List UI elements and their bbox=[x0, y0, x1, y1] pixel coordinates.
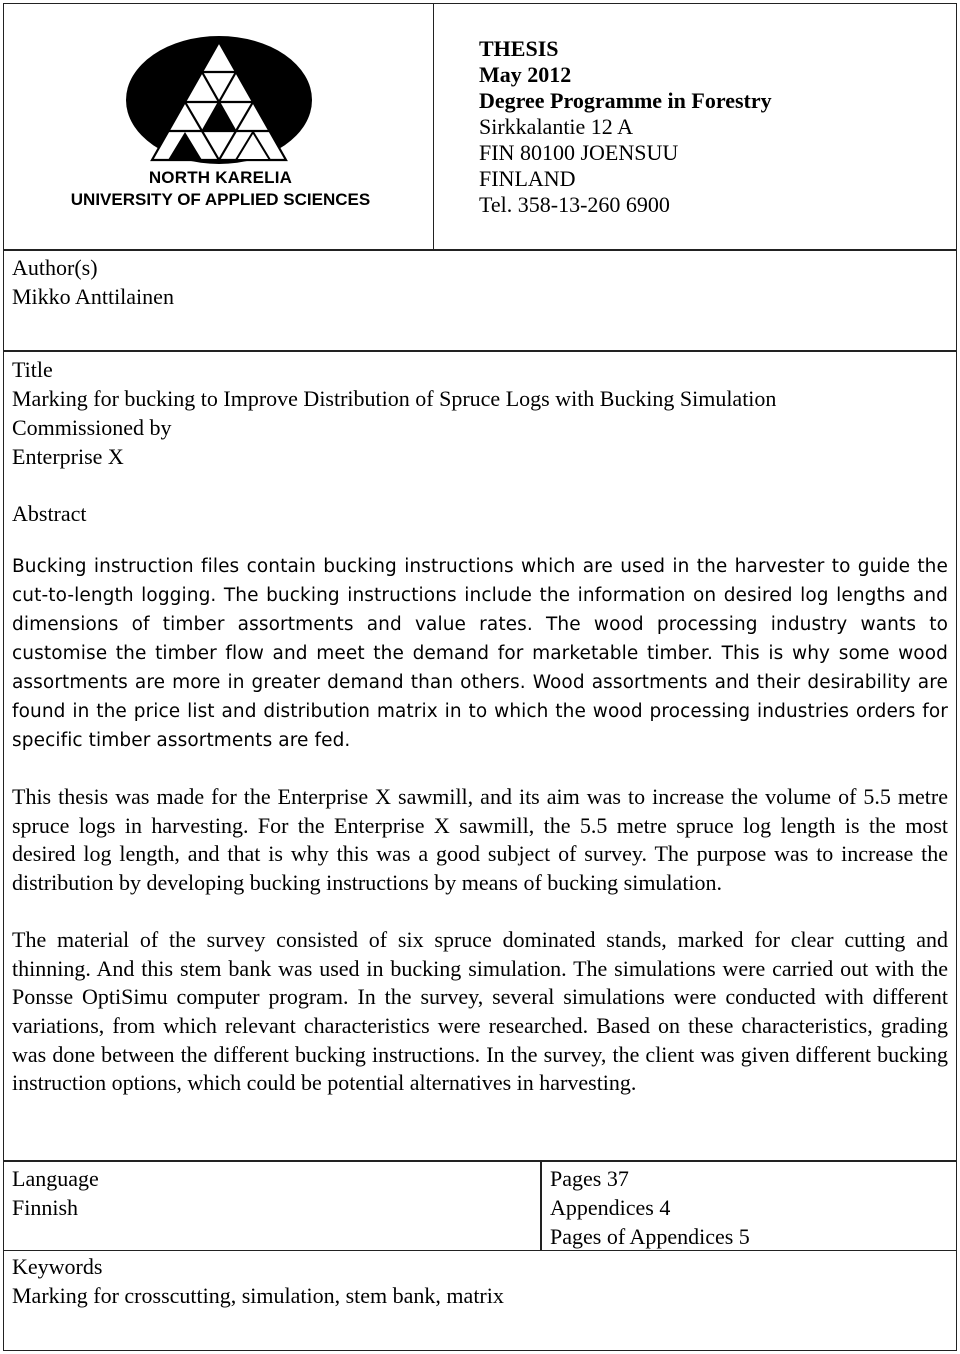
appendix-count: Appendices 4 bbox=[550, 1195, 671, 1220]
phone: Tel. 358-13-260 6900 bbox=[479, 192, 670, 217]
author-label: Author(s) bbox=[12, 255, 98, 280]
logo-text-line2: UNIVERSITY OF APPLIED SCIENCES bbox=[70, 190, 371, 209]
keywords-label: Keywords bbox=[12, 1254, 103, 1279]
thesis-info-cell bbox=[433, 3, 957, 250]
appendix-page-count: Pages of Appendices 5 bbox=[550, 1224, 750, 1249]
keywords-value: Marking for crosscutting, simulation, stem bank, matrix bbox=[12, 1283, 504, 1308]
degree-programme: Degree Programme in Forestry bbox=[479, 88, 772, 113]
postal-address: FIN 80100 JOENSUU bbox=[479, 140, 679, 165]
language-label: Language bbox=[12, 1166, 99, 1191]
street-address: Sirkkalantie 12 A bbox=[479, 114, 633, 139]
title-label: Title bbox=[12, 357, 53, 382]
university-logo-icon bbox=[124, 34, 324, 166]
language-section bbox=[3, 1161, 541, 1251]
logo-cell bbox=[3, 3, 436, 250]
keywords-section bbox=[3, 1250, 957, 1351]
thesis-title: Marking for bucking to Improve Distribution of Spruce Logs with Bucking Simulation bbox=[12, 386, 777, 411]
author-name: Mikko Anttilainen bbox=[12, 284, 174, 309]
page-count: Pages 37 bbox=[550, 1166, 629, 1191]
doc-date: May 2012 bbox=[479, 62, 572, 87]
title-abstract-section bbox=[3, 351, 957, 1161]
commissioned-label: Commissioned by bbox=[12, 415, 172, 440]
language-value: Finnish bbox=[12, 1195, 79, 1220]
abstract-label: Abstract bbox=[12, 501, 87, 526]
abstract-paragraph-1: Bucking instruction files contain bucking instructions which are used in the harvester to guide the cut-to-length logging. The bucking instructions include the information on desired log lengths and dimensions of timber assortments and value rates. The wood processing industry wants to customise the timber flow and meet the demand for marketable timber. This is why some wood assortments are more in greater demand than others. Wood assortments and their desirability are found in the price list and distribution matrix in to which the wood processing industries orders for specific timber assortments are fed. bbox=[12, 556, 948, 751]
pages-section bbox=[541, 1161, 957, 1251]
commissioned-value: Enterprise X bbox=[12, 444, 124, 469]
abstract-paragraph-2: This thesis was made for the Enterprise X sawmill, and its aim was to increase the volume of 5.5 metre spruce logs in harvesting. For the Enterprise X sawmill, the 5.5 metre spruce log length is the most desired log length, and that is why this was a good subject of survey. The purpose was to increase the distribution by developing bucking instructions by means of bucking simulation. bbox=[12, 784, 948, 896]
abstract-paragraph-3: The material of the survey consisted of six spruce dominated stands, marked for clear cutting and thinning. And this stem bank was used in bucking simulation. The simulations were carried out with the Ponsse OptiSimu computer program. In the survey, several simulations were conducted with different variations, from which relevant characteristics were researched. Based on these characteristics, grading was done between the different bucking instructions. In the survey, the client was given different bucking instruction options, which could be potential alternatives in harvesting. bbox=[12, 926, 948, 1096]
logo-text-line1: NORTH KARELIA bbox=[148, 168, 293, 187]
author-section bbox=[3, 250, 957, 351]
doc-type: THESIS bbox=[479, 36, 559, 61]
country: FINLAND bbox=[479, 166, 576, 191]
